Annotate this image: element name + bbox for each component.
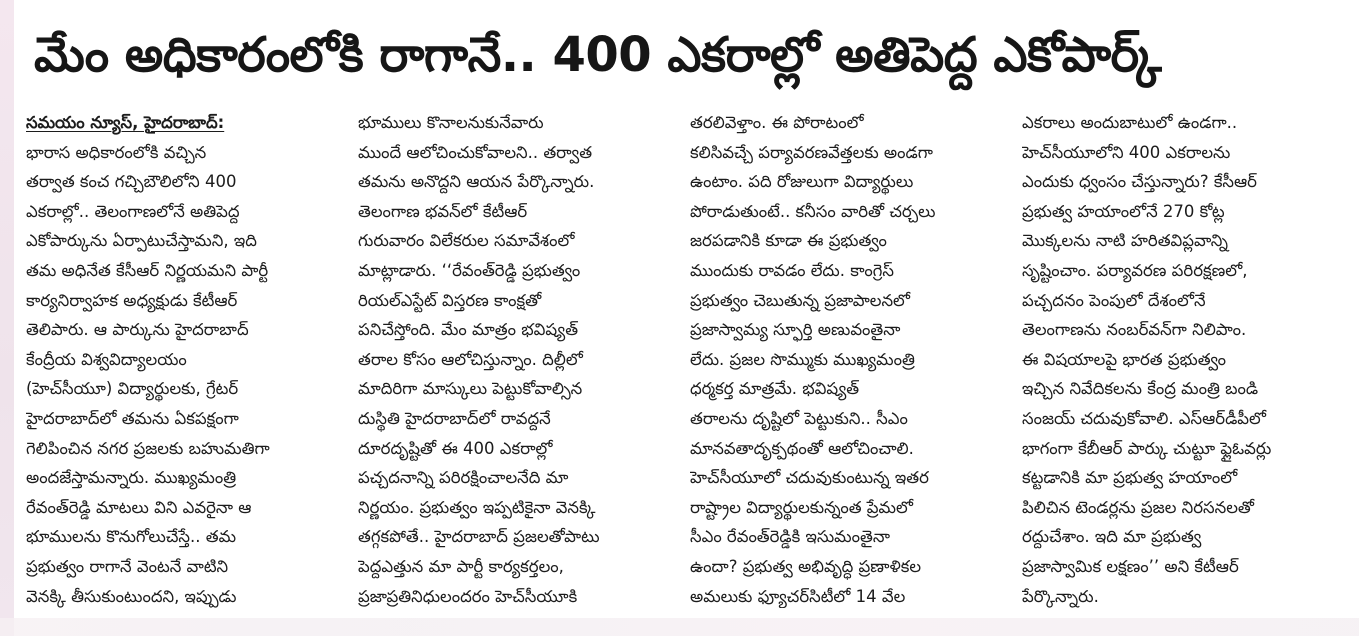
article-text-line: రద్దుచేశాం. ఇది మా ప్రభుత్వ xyxy=(1022,527,1202,547)
article-text-line: పోరాడుతుంటే.. కనీసం వారితో చర్చలు xyxy=(690,201,936,221)
article-headline: మేం అధికారంలోకి రాగానే.. 400 ఎకరాల్లో అతిపెద్ద ఎకోపార్క్ xyxy=(34,27,1162,83)
article-text-line: దుస్థితి హైదరాబాద్‌లో రావద్దనే xyxy=(358,408,551,428)
article-text-line: నిర్ణయం. ప్రభుత్వం ఇప్పటికైనా వెనక్కి xyxy=(358,497,596,517)
article-text-line: భాగంగా కేబీఆర్ పార్కు చుట్టూ ఫ్లైఓవర్లు xyxy=(1022,438,1272,458)
article-body xyxy=(26,108,1331,608)
article-text-line: భూములను కొనుగోలుచేస్తే.. తమ xyxy=(26,527,237,547)
article-text-line: తమను అనొద్దని ఆయన పేర్కొన్నారు. xyxy=(358,172,595,192)
article-text-line: భారాస అధికారంలోకి వచ్చిన xyxy=(26,142,207,162)
article-text-line: ఉంటాం. పది రోజులుగా విద్యార్థులు xyxy=(690,172,914,192)
article-text-line: రియల్‌ఎస్టేట్ విస్తరణ కాంక్షతో xyxy=(358,290,542,310)
article-text-line: పేర్కొన్నారు. xyxy=(1022,586,1099,606)
article-column-1 xyxy=(26,108,326,608)
page-edge-strip xyxy=(0,0,14,636)
article-text-line: (హెచ్‌సీయూ) విద్యార్థులకు, గ్రేటర్ xyxy=(26,379,239,399)
article-text-line: గెలిపించిన నగర ప్రజలకు బహుమతిగా xyxy=(26,438,270,458)
article-text-line: ప్రజాస్వామిక లక్షణం’’ అని కేటీఆర్ xyxy=(1022,556,1239,576)
article-text-line: ఎకరాలు అందుబాటులో ఉండగా.. xyxy=(1022,113,1238,132)
article-text-line: రేవంత్‌రెడ్డి మాటలు విని ఎవరైనా ఆ xyxy=(26,497,252,517)
article-text-line: కేంద్రీయ విశ్వవిద్యాలయం xyxy=(26,349,187,369)
article-text-line: తెలంగాణను నంబర్‌వన్‌గా నిలిపాం. xyxy=(1022,320,1247,340)
dateline: సమయం న్యూస్, హైదరాబాద్: xyxy=(26,113,225,132)
article-text-line: సీఎం రేవంత్‌రెడ్డికి ఇసుమంతైనా xyxy=(690,527,890,547)
article-text-line: రాష్ట్రాల విద్యార్థులకున్నంత ప్రేమలో xyxy=(690,497,913,517)
article-text-line: ధర్మకర్త మాత్రమే. భవిష్యత్ xyxy=(690,379,860,399)
article-text-line: ఎందుకు ధ్వంసం చేస్తున్నారు? కేసీఆర్ xyxy=(1022,172,1257,192)
article-text-line: హెచ్‌సీయూలోని 400 ఎకరాలను xyxy=(1022,142,1231,162)
article-text-line: మొక్కలను నాటి హరితవిప్లవాన్ని xyxy=(1022,231,1228,251)
next-article-edge xyxy=(0,618,1359,636)
article-text-line: తరాలను దృష్టిలో పెట్టుకుని.. సీఎం xyxy=(690,408,908,428)
article-text-line: దూరదృష్టితో ఈ 400 ఎకరాల్లో xyxy=(358,438,553,458)
article-text-line: కట్టడానికి మా ప్రభుత్వ హయాంలో xyxy=(1022,468,1238,488)
article-text-line: ఎకోపార్కును ఏర్పాటుచేస్తామని, ఇది xyxy=(26,231,257,251)
article-text-line: అందజేస్తామన్నారు. ముఖ్యమంత్రి xyxy=(26,468,237,488)
article-text-line: పెద్దఎత్తున మా పార్టీ కార్యకర్తలం, xyxy=(358,556,564,576)
article-text-line: వెనక్కి తీసుకుంటుందని, ఇప్పుడు xyxy=(26,586,237,606)
article-column-2 xyxy=(358,108,658,608)
article-text-line: కలిసివచ్చే పర్యావరణవేత్తలకు అండగా xyxy=(690,142,933,162)
article-text-line: ఉందా? ప్రభుత్వ అభివృద్ధి ప్రణాళికల xyxy=(690,556,922,576)
article-text-line: తమ అధినేత కేసీఆర్ నిర్ణయమని పార్టీ xyxy=(26,260,269,280)
article-text-line: ముందే ఆలోచించుకోవాలని.. తర్వాత xyxy=(358,142,593,162)
article-column-3 xyxy=(690,108,990,608)
article-text-line: పిలిచిన టెండర్లను ప్రజల నిరసనలతో xyxy=(1022,497,1255,517)
article-text-line: కార్యనిర్వాహక అధ్యక్షుడు కేటీఆర్ xyxy=(26,290,238,310)
article-text-line: తర్వాత కంచ గచ్చిబౌలిలోని 400 xyxy=(26,172,237,192)
article-text-line: ప్రజాస్వామ్య స్ఫూర్తి అణువంతైనా xyxy=(690,320,901,340)
article-text-line: ప్రభుత్వం చెబుతున్న ప్రజాపాలనలో xyxy=(690,290,911,310)
article-text-line: గురువారం విలేకరుల సమావేశంలో xyxy=(358,231,575,251)
article-text-line: అమలుకు ఫ్యూచర్‌సిటీలో 14 వేల xyxy=(690,586,906,606)
article-column-4 xyxy=(1022,108,1322,608)
article-text-line: ఈ విషయాలపై భారత ప్రభుత్వం xyxy=(1022,349,1227,369)
article-text-line: ప్రభుత్వం రాగానే వెంటనే వాటిని xyxy=(26,556,229,576)
article-text-line: ప్రభుత్వ హయాంలోనే 270 కోట్ల xyxy=(1022,201,1225,221)
article-text-line: ముందుకు రావడం లేదు. కాంగ్రెస్ xyxy=(690,260,894,280)
article-text-line: సంజయ్ చదువుకోవాలి. ఎస్ఆర్‌డీపీలో xyxy=(1022,408,1266,428)
article-text-line: పచ్చదనం పెంపులో దేశంలోనే xyxy=(1022,290,1206,310)
article-text-line: భూములు కొనాలనుకునేవారు xyxy=(358,113,544,132)
article-text-line: తరాల కోసం ఆలోచిస్తున్నాం. దిల్లీలో xyxy=(358,349,583,369)
article-text-line: హైదరాబాద్‌లో తమను ఏకపక్షంగా xyxy=(26,408,239,428)
article-text-line: తెలంగాణ భవన్‌లో కేటీఆర్ xyxy=(358,201,528,221)
article-text-line: ప్రజాప్రతినిధులందరం హెచ్‌సీయూకి xyxy=(358,586,578,606)
article-text-line: తరలివెళ్తాం. ఈ పోరాటంలో xyxy=(690,113,864,132)
article-text-line: జరపడానికి కూడా ఈ ప్రభుత్వం xyxy=(690,231,887,251)
article-text-line: లేదు. ప్రజల సొమ్ముకు ముఖ్యమంత్రి xyxy=(690,349,915,369)
article-text-line: మాట్లాడారు. ‘‘రేవంత్‌రెడ్డి ప్రభుత్వం xyxy=(358,260,581,280)
article-text-line: ఎకరాల్లో.. తెలంగాణలోనే అతిపెద్ద xyxy=(26,201,240,221)
article-text-line: తగ్గకపోతే.. హైదరాబాద్ ప్రజలతోపాటు xyxy=(358,527,600,547)
article-text-line: మానవతాదృక్పథంతో ఆలోచించాలి. xyxy=(690,438,914,458)
article-text-line: తెలిపారు. ఆ పార్కును హైదరాబాద్ xyxy=(26,320,249,340)
article-text-line: సృష్టించాం. పర్యావరణ పరిరక్షణలో, xyxy=(1022,260,1248,280)
article-text-line: హెచ్‌సీయూలో చదువుకుంటున్న ఇతర xyxy=(690,468,929,488)
article-text-line: పనిచేస్తోంది. మేం మాత్రం భవిష్యత్ xyxy=(358,320,579,340)
article-text-line: ఇచ్చిన నివేదికలను కేంద్ర మంత్రి బండి xyxy=(1022,379,1259,399)
article-text-line: మాదిరిగా మాస్కులు పెట్టుకోవాల్సిన xyxy=(358,379,583,399)
article-text-line: పచ్చదనాన్ని పరిరక్షించాలనేది మా xyxy=(358,468,569,488)
